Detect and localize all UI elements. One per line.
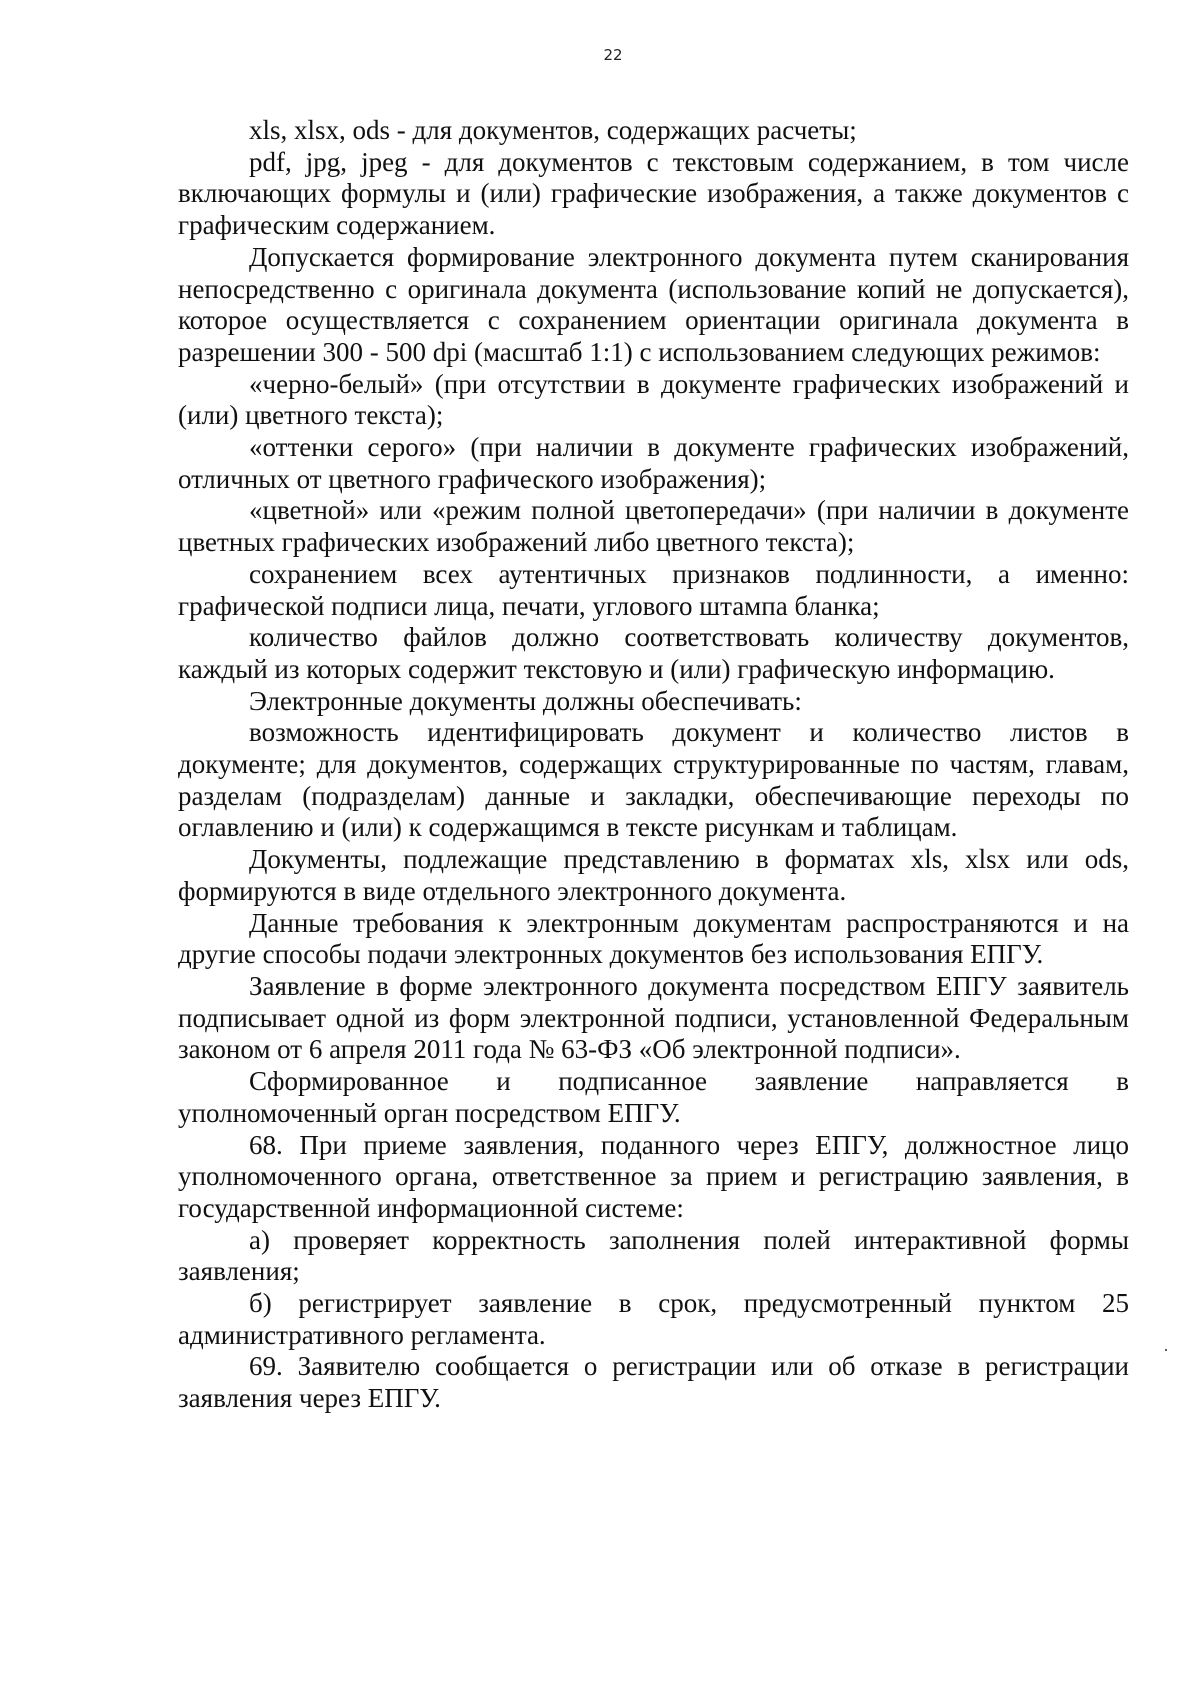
paragraph-submission: Сформированное и подписанное заявление направляется в уполномоченный орган посредством ЕПГУ. <box>178 1066 1129 1128</box>
paragraph-xls-documents: Документы, подлежащие представлению в форматах xls, xlsx или ods, формируются в виде отдельного электронного документа. <box>178 844 1129 906</box>
paragraph-signature: Заявление в форме электронного документа посредством ЕПГУ заявитель подписывает одной из форм электронной подписи, установленной Федеральным законом от 6 апреля 2011 года № 63-ФЗ «Об электронной подписи». <box>178 970 1129 1065</box>
page-number: 22 <box>603 46 623 64</box>
paragraph-mode-gray: «оттенки серого» (при наличии в документе графических изображений, отличных от цветного графического изображения); <box>178 432 1129 494</box>
paragraph-file-count: количество файлов должно соответствовать количеству документов, каждый из которых содержит текстовую и (или) графическую информацию. <box>178 622 1129 684</box>
paragraph-other-methods: Данные требования к электронным документам распространяются и на другие способы подачи электронных документов без использования ЕПГУ. <box>178 907 1129 970</box>
paragraph-item-68-a: а) проверяет корректность заполнения полей интерактивной формы заявления; <box>178 1224 1129 1287</box>
paragraph-item-68: 68. При приеме заявления, поданного через ЕПГУ, должностное лицо уполномоченного органа, ответственное за прием и регистрацию заявления, в государственной информационной системе: <box>178 1129 1129 1223</box>
paragraph-authenticity: сохранением всех аутентичных признаков подлинности, а именно: графической подписи лица, печати, углового штампа бланка; <box>178 558 1129 621</box>
paragraph-item-68-b: б) регистрирует заявление в срок, предусмотренный пунктом 25 административного регламента. <box>178 1288 1129 1350</box>
paragraph-mode-bw: «черно-белый» (при отсутствии в документе графических изображений и (или) цветного текста); <box>178 368 1129 431</box>
paragraph-requirements-intro: Электронные документы должны обеспечивать: <box>249 685 802 716</box>
paragraph-item-69: 69. Заявителю сообщается о регистрации или об отказе в регистрации заявления через ЕПГУ. <box>178 1351 1129 1414</box>
paragraph-identification: возможность идентифицировать документ и количество листов в документе; для документов, содержащих структурированные по частям, главам, разделам (подразделам) данные и закладки, обеспечивающие переходы по оглавлению и (или) к содержащимся в тексте рисункам и таблицам. <box>178 717 1129 843</box>
document-body <box>178 115 1129 1415</box>
paragraph-mode-color: «цветной» или «режим полной цветопередачи» (при наличии в документе цветных графических изображений либо цветного текста); <box>178 495 1129 558</box>
scan-speck: · <box>1163 1340 1169 1360</box>
paragraph-formats-pdf: pdf, jpg, jpeg - для документов с текстовым содержанием, в том числе включающих формулы и (или) графические изображения, а также документов с графическим содержанием. <box>178 146 1129 241</box>
paragraph-scanning: Допускается формирование электронного документа путем сканирования непосредственно с оригинала документа (использование копий не допускается), которое осуществляется с сохранением ориентации оригинала документа в разрешении 300 - 500 dpi (масштаб 1:1) с использованием следующих режимов: <box>178 241 1129 367</box>
paragraph-formats-xls: xls, xlsx, ods - для документов, содержащих расчеты; <box>249 115 857 145</box>
